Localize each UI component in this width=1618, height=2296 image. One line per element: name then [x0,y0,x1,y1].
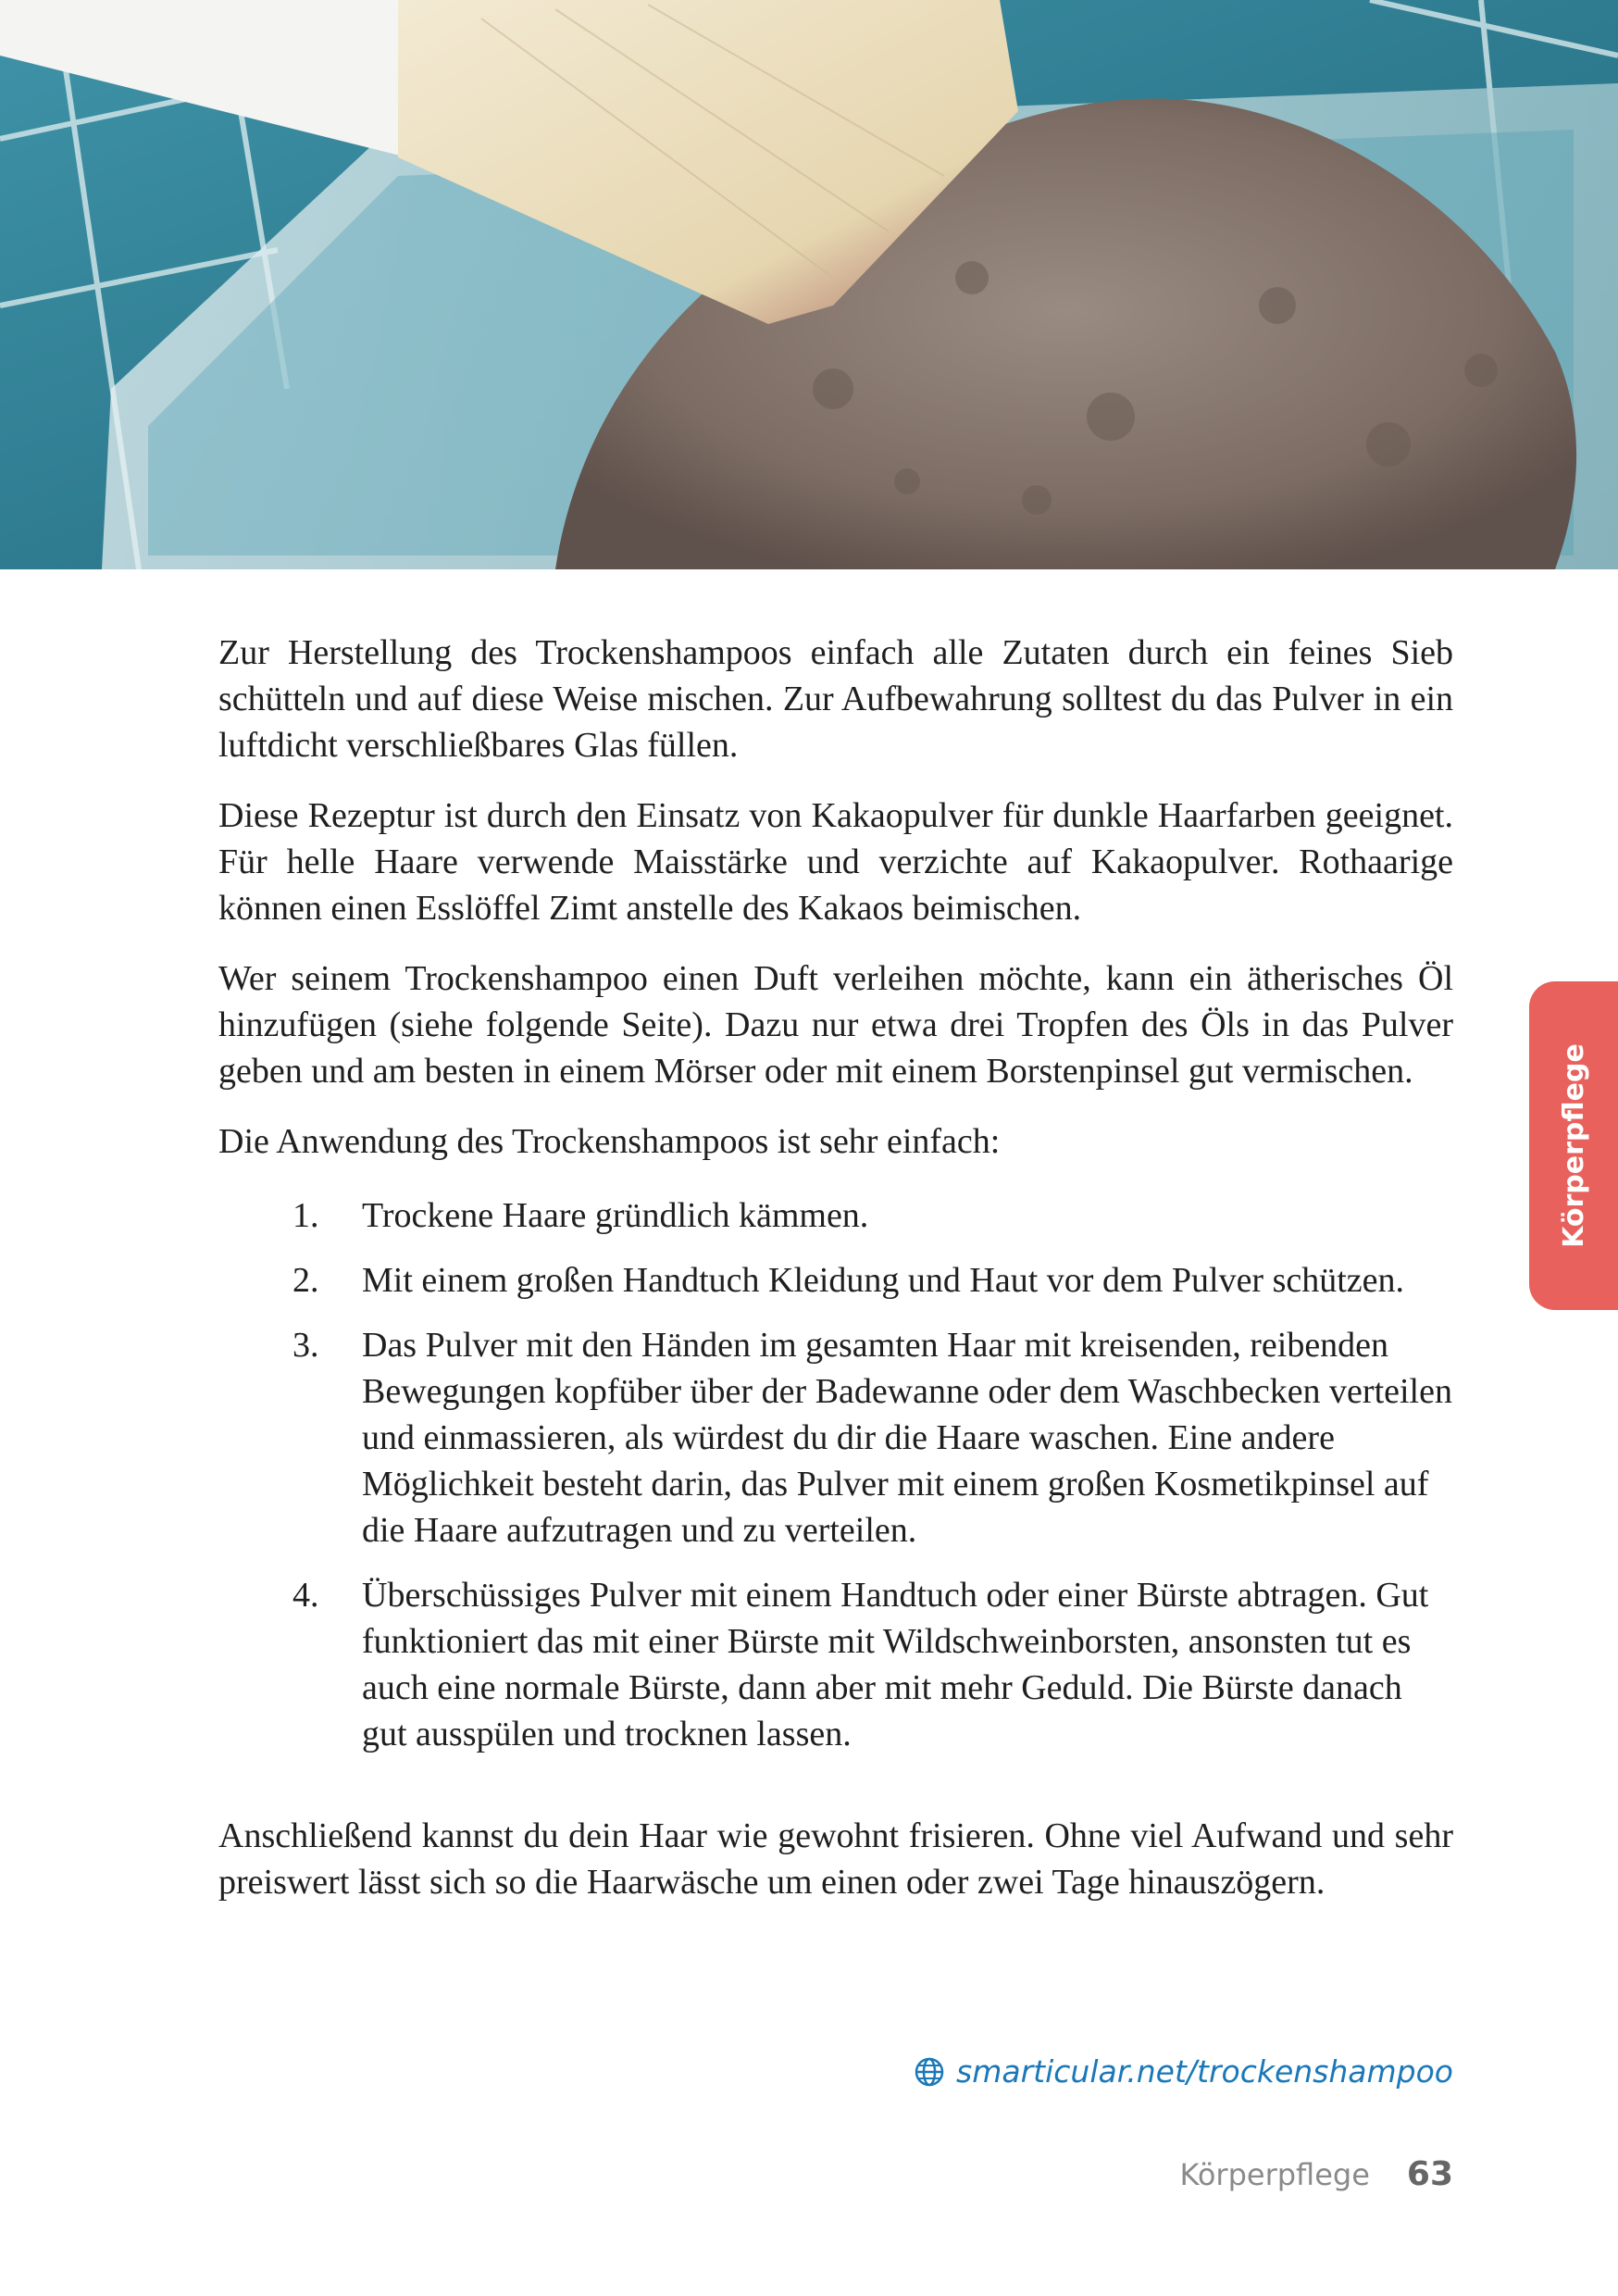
step-text: Das Pulver mit den Händen im gesamten Haar mit kreisenden, reibenden Bewegungen kopfüber über der Badewanne oder dem Waschbecken verteilen und einmassieren, als würdest du dir die Haare waschen. Eine andere Möglichkeit besteht darin, das Pulver mit einem großen Kosmetikpinsel auf die Haare aufzutragen und zu verteilen. [362,1326,1452,1550]
step-number: 3. [292,1326,319,1365]
step-number: 4. [292,1576,319,1615]
footer-section: Körperpflege [1179,2157,1370,2192]
step-text: Mit einem großen Handtuch Kleidung und Haut vor dem Pulver schützen. [362,1261,1405,1300]
list-item [218,1322,1453,1554]
step-number: 1. [292,1196,319,1235]
paragraph: Zur Herstellung des Trockenshampoos einfach alle Zutaten durch ein feines Sieb schütteln und auf diese Weise mischen. Zur Aufbewahrung solltest du das Pulver in ein luftdicht verschließbares Glas füllen. [218,633,1453,765]
web-link[interactable] [914,2053,1453,2090]
list-item [218,1192,1453,1239]
page-number: 63 [1406,2155,1453,2193]
step-text: Überschüssiges Pulver mit einem Handtuch oder einer Bürste abtragen. Gut funktioniert das mit einer Bürste mit Wildschweinborsten, ansonsten tut es auch eine normale Bürste, dann aber mit mehr Geduld. Die Bürste danach gut ausspülen und trocknen lassen. [362,1576,1429,1753]
link-text[interactable]: smarticular.net/trockenshampoo [956,2053,1453,2090]
list-item [218,1572,1453,1757]
paragraph: Die Anwendung des Trockenshampoos ist sehr einfach: [218,1122,1001,1161]
closing-paragraph: Anschließend kannst du dein Haar wie gewohnt frisieren. Ohne viel Aufwand und sehr preiswert lässt sich so die Haarwäsche um einen oder zwei Tage hinauszögern. [218,1816,1453,1902]
paragraph: Diese Rezeptur ist durch den Einsatz von Kakaopulver für dunkle Haarfarben geeignet. Für helle Haare verwende Maisstärke und verzichte auf Kakaopulver. Rothaarige können einen Esslöffel Zimt anstelle des Kakaos beimischen. [218,796,1453,928]
step-number: 2. [292,1261,319,1300]
step-text: Trockene Haare gründlich kämmen. [362,1196,869,1235]
list-item [218,1257,1453,1304]
chapter-tab-label: Körperpflege [1557,1043,1590,1248]
steps-list [218,1192,1453,1757]
chapter-tab [1529,981,1618,1310]
brush-powder-illustration [0,0,1618,569]
globe-icon [914,2056,945,2088]
paragraph: Wer seinem Trockenshampoo einen Duft verleihen möchte, kann ein ätherisches Öl hinzufügen (siehe folgende Seite). Dazu nur etwa drei Tropfen des Öls in das Pulver geben und am besten in einem Mörser oder mit einem Borstenpinsel gut vermischen. [218,959,1453,1091]
header-photo [0,0,1618,569]
page-footer [1179,2155,1453,2193]
article-body [218,630,1453,1929]
